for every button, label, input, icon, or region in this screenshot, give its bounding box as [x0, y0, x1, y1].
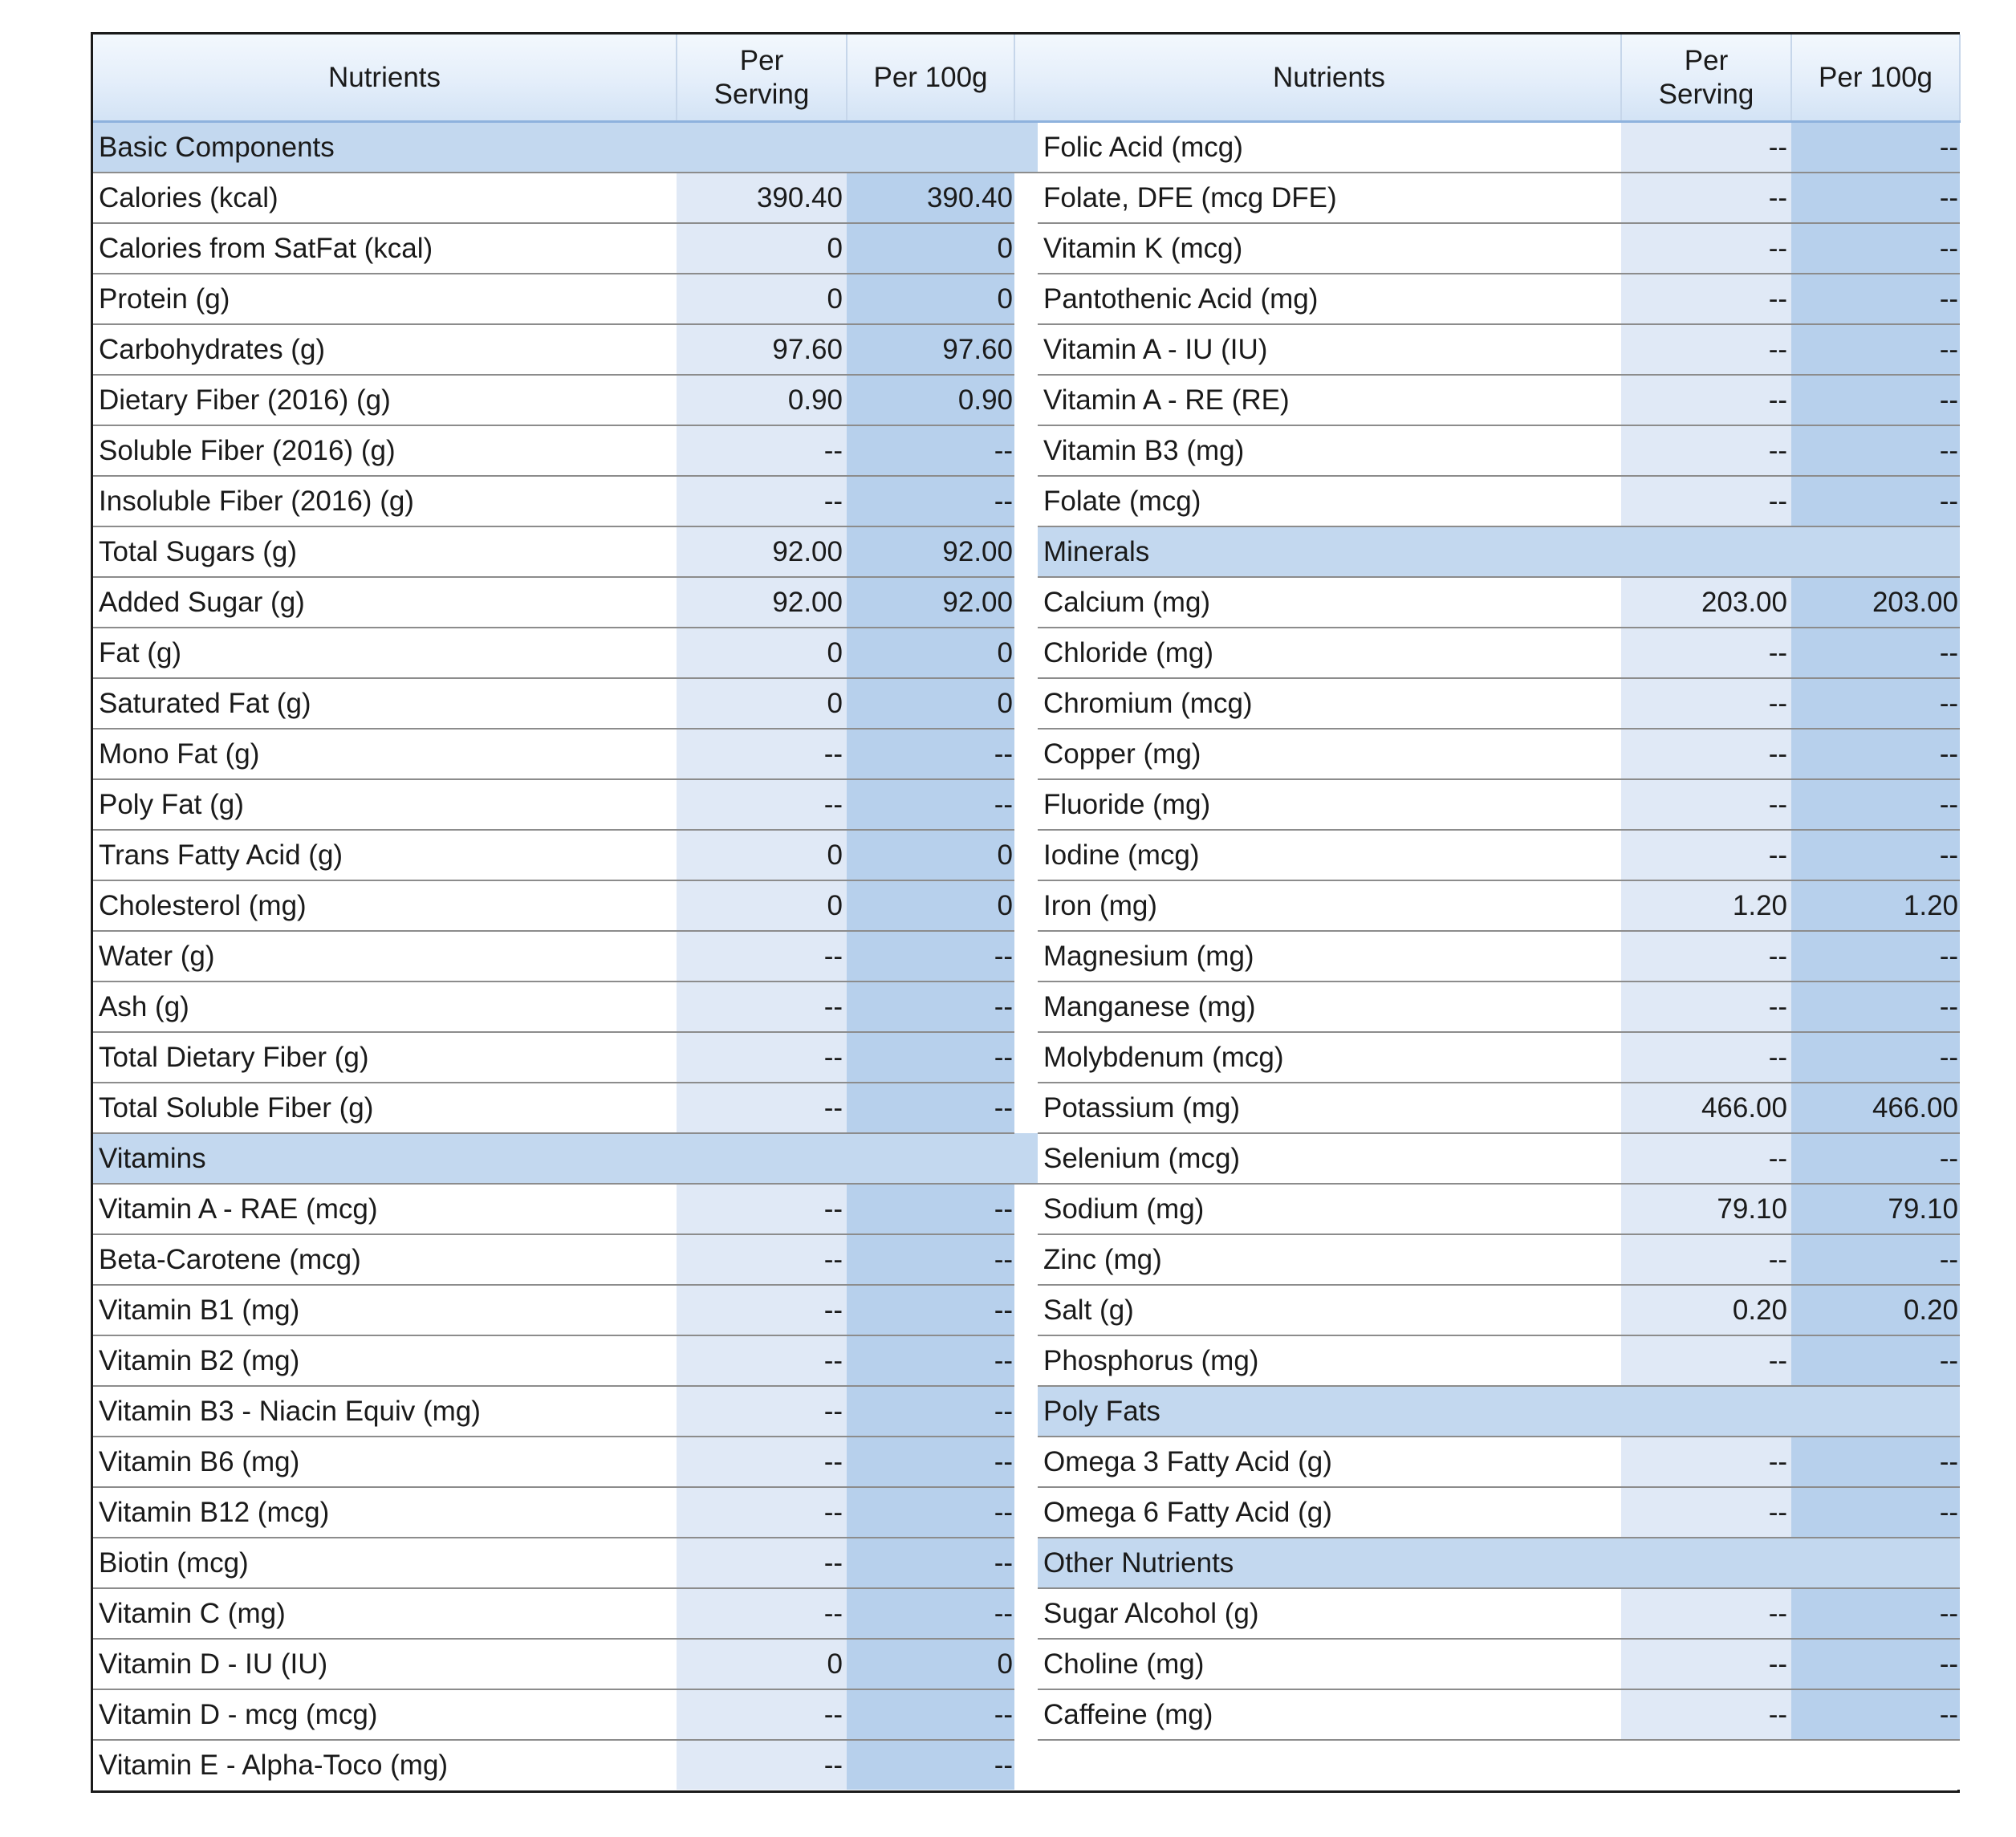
per-serving-value: --	[677, 931, 847, 981]
per-100g-value: --	[1791, 1588, 1960, 1639]
per-100g-value: --	[847, 1285, 1014, 1335]
nutrient-name: Caffeine (mg)	[1038, 1689, 1621, 1740]
nutrient-row	[93, 1740, 1050, 1790]
per-serving-value: 92.00	[677, 577, 847, 628]
per-100g-value: 92.00	[847, 526, 1014, 577]
per-serving-value: --	[1621, 122, 1791, 173]
nutrient-row	[93, 577, 1050, 628]
per-100g-value: --	[847, 1032, 1014, 1083]
nutrient-row	[1038, 1335, 1960, 1386]
nutrient-row	[93, 779, 1050, 830]
section-title: Basic Components	[93, 122, 1014, 173]
nutrient-row	[93, 375, 1050, 425]
nutrient-row	[1038, 779, 1960, 830]
nutrient-name: Biotin (mcg)	[93, 1538, 677, 1588]
nutrient-name: Molybdenum (mcg)	[1038, 1032, 1621, 1083]
per-serving-value: --	[1621, 628, 1791, 678]
nutrient-name: Omega 6 Fatty Acid (g)	[1038, 1487, 1621, 1538]
per-serving-value: --	[677, 779, 847, 830]
nutrient-row	[1038, 729, 1960, 779]
per-serving-value: --	[1621, 678, 1791, 729]
nutrient-row	[1038, 1285, 1960, 1335]
nutrient-row	[1038, 425, 1960, 476]
per-serving-value: --	[1621, 375, 1791, 425]
nutrient-row	[1038, 1184, 1960, 1234]
nutrient-row	[1038, 678, 1960, 729]
per-serving-value: 0	[677, 274, 847, 324]
nutrient-name: Vitamin B2 (mg)	[93, 1335, 677, 1386]
nutrient-row	[1038, 577, 1960, 628]
per-100g-value: --	[847, 931, 1014, 981]
per-100g-value: 79.10	[1791, 1184, 1960, 1234]
per-100g-value: --	[1791, 1689, 1960, 1740]
per-serving-value: 92.00	[677, 526, 847, 577]
nutrient-name: Ash (g)	[93, 981, 677, 1032]
empty-row	[1038, 1740, 1960, 1790]
nutrient-table-frame	[91, 32, 1960, 1793]
per-serving-value: 1.20	[1621, 880, 1791, 931]
per-100g-value: 0.20	[1791, 1285, 1960, 1335]
nutrient-name: Vitamin A - RAE (mcg)	[93, 1184, 677, 1234]
nutrient-row	[1038, 1032, 1960, 1083]
per-serving-value: --	[1621, 1487, 1791, 1538]
nutrient-row	[1038, 1588, 1960, 1639]
per-100g-value: 0	[847, 678, 1014, 729]
nutrient-row	[93, 1386, 1050, 1437]
per-serving-value: --	[677, 981, 847, 1032]
per-serving-value: --	[677, 729, 847, 779]
per-serving-value: 0	[677, 1639, 847, 1689]
nutrient-row	[1038, 122, 1960, 173]
per-serving-value: 0	[677, 830, 847, 880]
nutrient-row	[1038, 1639, 1960, 1689]
per-100g-value: --	[847, 476, 1014, 526]
per-100g-value: --	[1791, 476, 1960, 526]
nutrient-row	[1038, 830, 1960, 880]
per-100g-value: --	[1791, 1639, 1960, 1689]
per-serving-value: --	[1621, 931, 1791, 981]
header-per-serving-label: Per Serving	[713, 44, 810, 110]
nutrient-row	[93, 1335, 1050, 1386]
right-header-row	[1038, 35, 1960, 122]
per-serving-value: 0.90	[677, 375, 847, 425]
per-100g-value: --	[847, 1487, 1014, 1538]
per-serving-value: --	[1621, 1588, 1791, 1639]
per-serving-value: 79.10	[1621, 1184, 1791, 1234]
per-100g-value: 0	[847, 274, 1014, 324]
per-serving-value: --	[677, 1335, 847, 1386]
per-serving-value: 0	[677, 223, 847, 274]
nutrient-name: Total Soluble Fiber (g)	[93, 1083, 677, 1133]
per-100g-value: 390.40	[847, 173, 1014, 223]
per-serving-value: --	[677, 1234, 847, 1285]
per-serving-value: --	[1621, 729, 1791, 779]
nutrient-row	[1038, 1487, 1960, 1538]
nutrient-row	[1038, 880, 1960, 931]
header-per-serving[interactable]	[1621, 35, 1791, 122]
per-serving-value: --	[1621, 1234, 1791, 1285]
section-title: Vitamins	[93, 1133, 1014, 1184]
nutrient-row	[1038, 1689, 1960, 1740]
per-100g-value: --	[847, 1386, 1014, 1437]
nutrient-row	[93, 981, 1050, 1032]
nutrient-row	[93, 1538, 1050, 1588]
nutrient-name: Manganese (mg)	[1038, 981, 1621, 1032]
per-serving-value: --	[677, 1184, 847, 1234]
per-100g-value: 0	[847, 223, 1014, 274]
nutrient-row	[93, 1689, 1050, 1740]
header-per-serving-label: Per Serving	[1658, 44, 1754, 110]
nutrient-row	[93, 1437, 1050, 1487]
per-serving-value: --	[677, 1538, 847, 1588]
nutrient-name: Poly Fat (g)	[93, 779, 677, 830]
nutrient-row	[93, 1285, 1050, 1335]
per-100g-value: --	[1791, 1234, 1960, 1285]
per-100g-value: 0	[847, 1639, 1014, 1689]
nutrient-name: Protein (g)	[93, 274, 677, 324]
nutrient-name: Carbohydrates (g)	[93, 324, 677, 375]
per-100g-value: --	[1791, 1133, 1960, 1184]
nutrient-name: Chromium (mcg)	[1038, 678, 1621, 729]
nutrient-row	[1038, 274, 1960, 324]
nutrient-row	[93, 476, 1050, 526]
nutrient-name: Vitamin K (mcg)	[1038, 223, 1621, 274]
per-serving-value: --	[677, 1740, 847, 1790]
nutrient-name: Vitamin B3 - Niacin Equiv (mg)	[93, 1386, 677, 1437]
nutrient-name: Folate (mcg)	[1038, 476, 1621, 526]
per-serving-value: --	[1621, 1639, 1791, 1689]
nutrient-name: Trans Fatty Acid (g)	[93, 830, 677, 880]
per-100g-value: --	[1791, 678, 1960, 729]
nutrient-name: Vitamin B3 (mg)	[1038, 425, 1621, 476]
nutrient-name: Calories from SatFat (kcal)	[93, 223, 677, 274]
nutrient-name: Mono Fat (g)	[93, 729, 677, 779]
nutrient-row	[1038, 476, 1960, 526]
nutrient-name: Magnesium (mg)	[1038, 931, 1621, 981]
nutrient-name: Fat (g)	[93, 628, 677, 678]
per-100g-value: 466.00	[1791, 1083, 1960, 1133]
per-100g-value: --	[847, 1234, 1014, 1285]
per-100g-value: 0	[847, 880, 1014, 931]
per-100g-value: --	[1791, 729, 1960, 779]
nutrient-row	[93, 628, 1050, 678]
header-nutrients[interactable]: Nutrients	[1038, 35, 1621, 122]
per-serving-value: --	[1621, 1689, 1791, 1740]
per-100g-value: 203.00	[1791, 577, 1960, 628]
nutrient-name: Choline (mg)	[1038, 1639, 1621, 1689]
per-100g-value: --	[847, 1538, 1014, 1588]
nutrient-row	[1038, 1437, 1960, 1487]
per-100g-value: --	[1791, 931, 1960, 981]
nutrient-name: Vitamin B12 (mcg)	[93, 1487, 677, 1538]
per-serving-value: --	[677, 1437, 847, 1487]
per-100g-value: --	[847, 981, 1014, 1032]
nutrient-name: Calcium (mg)	[1038, 577, 1621, 628]
per-100g-value: --	[1791, 1487, 1960, 1538]
nutrient-name: Saturated Fat (g)	[93, 678, 677, 729]
nutrient-row	[93, 173, 1050, 223]
nutrient-row	[93, 830, 1050, 880]
nutrient-name: Sodium (mg)	[1038, 1184, 1621, 1234]
per-100g-value: --	[1791, 1335, 1960, 1386]
per-100g-value: --	[1791, 981, 1960, 1032]
per-100g-value: 92.00	[847, 577, 1014, 628]
per-serving-value: 0	[677, 880, 847, 931]
per-100g-value: --	[847, 1740, 1014, 1790]
per-100g-value: --	[847, 1588, 1014, 1639]
nutrient-row	[93, 880, 1050, 931]
per-serving-value: --	[677, 1285, 847, 1335]
nutrient-name: Pantothenic Acid (mg)	[1038, 274, 1621, 324]
nutrient-name: Vitamin B1 (mg)	[93, 1285, 677, 1335]
nutrient-row	[1038, 375, 1960, 425]
nutrient-name: Zinc (mg)	[1038, 1234, 1621, 1285]
per-serving-value: --	[677, 1588, 847, 1639]
per-100g-value: --	[847, 1184, 1014, 1234]
nutrient-row	[1038, 1083, 1960, 1133]
nutrient-name: Copper (mg)	[1038, 729, 1621, 779]
nutrient-name: Fluoride (mg)	[1038, 779, 1621, 830]
per-100g-value: --	[1791, 628, 1960, 678]
per-serving-value: --	[677, 1386, 847, 1437]
nutrient-name: Vitamin C (mg)	[93, 1588, 677, 1639]
per-serving-value: --	[1621, 981, 1791, 1032]
nutrient-row	[93, 1588, 1050, 1639]
per-serving-value: --	[1621, 1335, 1791, 1386]
per-serving-value: --	[677, 476, 847, 526]
nutrient-row	[1038, 1133, 1960, 1184]
left-header-row	[93, 35, 1050, 122]
per-serving-value: --	[1621, 274, 1791, 324]
per-100g-value: --	[1791, 779, 1960, 830]
per-100g-value: 0	[847, 628, 1014, 678]
right-nutrient-table	[1038, 35, 1960, 1790]
nutrient-row	[93, 425, 1050, 476]
nutrient-name: Folate, DFE (mcg DFE)	[1038, 173, 1621, 223]
per-100g-value: --	[1791, 425, 1960, 476]
per-serving-value: --	[1621, 830, 1791, 880]
per-serving-value: 0.20	[1621, 1285, 1791, 1335]
nutrient-name: Cholesterol (mg)	[93, 880, 677, 931]
per-100g-value: --	[847, 425, 1014, 476]
nutrient-row	[93, 729, 1050, 779]
nutrient-name: Folic Acid (mcg)	[1038, 122, 1621, 173]
per-100g-value: --	[1791, 324, 1960, 375]
section-header-row	[1038, 1538, 1960, 1588]
per-serving-value: --	[677, 425, 847, 476]
per-serving-value: 0	[677, 678, 847, 729]
nutrient-row	[1038, 223, 1960, 274]
nutrient-row	[93, 274, 1050, 324]
per-100g-value: 0.90	[847, 375, 1014, 425]
per-serving-value: --	[1621, 425, 1791, 476]
nutrient-name: Vitamin E - Alpha-Toco (mg)	[93, 1740, 677, 1790]
per-serving-value: --	[1621, 173, 1791, 223]
per-serving-value: 97.60	[677, 324, 847, 375]
nutrient-name: Potassium (mg)	[1038, 1083, 1621, 1133]
section-title: Minerals	[1038, 526, 1960, 577]
per-serving-value: --	[1621, 1437, 1791, 1487]
per-serving-value: --	[677, 1487, 847, 1538]
empty-cell	[1038, 1740, 1960, 1790]
nutrient-name: Phosphorus (mg)	[1038, 1335, 1621, 1386]
per-100g-value: --	[1791, 375, 1960, 425]
nutrient-row	[93, 1234, 1050, 1285]
nutrient-row	[1038, 981, 1960, 1032]
nutrient-name: Iodine (mcg)	[1038, 830, 1621, 880]
per-serving-value: --	[677, 1083, 847, 1133]
left-nutrient-table	[93, 35, 1050, 1790]
nutrient-row	[93, 678, 1050, 729]
per-serving-value: 203.00	[1621, 577, 1791, 628]
per-serving-value: --	[677, 1032, 847, 1083]
per-serving-value: --	[1621, 1032, 1791, 1083]
nutrient-row	[1038, 1234, 1960, 1285]
per-serving-value: --	[1621, 324, 1791, 375]
nutrient-name: Added Sugar (g)	[93, 577, 677, 628]
per-serving-value: --	[677, 1689, 847, 1740]
nutrient-row	[93, 1639, 1050, 1689]
per-serving-value: --	[1621, 779, 1791, 830]
per-100g-value: 0	[847, 830, 1014, 880]
per-100g-value: --	[847, 729, 1014, 779]
nutrient-name: Selenium (mcg)	[1038, 1133, 1621, 1184]
header-per-100g[interactable]: Per 100g	[1791, 35, 1960, 122]
nutrient-name: Total Dietary Fiber (g)	[93, 1032, 677, 1083]
per-serving-value: 390.40	[677, 173, 847, 223]
nutrient-name: Total Sugars (g)	[93, 526, 677, 577]
per-100g-value: --	[1791, 122, 1960, 173]
per-serving-value: --	[1621, 1133, 1791, 1184]
left-table	[93, 35, 1051, 1790]
section-header-row	[93, 122, 1050, 173]
per-100g-value: --	[1791, 274, 1960, 324]
section-title: Poly Fats	[1038, 1386, 1960, 1437]
per-100g-value: 97.60	[847, 324, 1014, 375]
nutrient-row	[1038, 931, 1960, 981]
nutrient-name: Vitamin A - RE (RE)	[1038, 375, 1621, 425]
per-100g-value: --	[847, 1335, 1014, 1386]
per-100g-value: --	[1791, 223, 1960, 274]
nutrient-name: Vitamin A - IU (IU)	[1038, 324, 1621, 375]
nutrient-name: Vitamin D - mcg (mcg)	[93, 1689, 677, 1740]
per-100g-value: --	[847, 779, 1014, 830]
nutrient-row	[93, 1083, 1050, 1133]
per-100g-value: --	[1791, 173, 1960, 223]
section-header-row	[93, 1133, 1050, 1184]
nutrient-name: Chloride (mg)	[1038, 628, 1621, 678]
header-per-serving[interactable]	[677, 35, 847, 122]
nutrient-name: Insoluble Fiber (2016) (g)	[93, 476, 677, 526]
nutrient-row	[1038, 324, 1960, 375]
nutrient-row	[93, 1184, 1050, 1234]
per-100g-value: --	[1791, 1032, 1960, 1083]
nutrient-row	[93, 931, 1050, 981]
per-100g-value: --	[1791, 1437, 1960, 1487]
per-serving-value: --	[1621, 223, 1791, 274]
per-serving-value: --	[1621, 476, 1791, 526]
nutrient-name: Vitamin D - IU (IU)	[93, 1639, 677, 1689]
per-100g-value: --	[1791, 830, 1960, 880]
section-title: Other Nutrients	[1038, 1538, 1960, 1588]
per-100g-value: --	[847, 1689, 1014, 1740]
per-100g-value: 1.20	[1791, 880, 1960, 931]
per-100g-value: --	[847, 1437, 1014, 1487]
nutrient-name: Water (g)	[93, 931, 677, 981]
section-header-row	[1038, 526, 1960, 577]
nutrient-row	[1038, 628, 1960, 678]
nutrient-name: Calories (kcal)	[93, 173, 677, 223]
per-serving-value: 0	[677, 628, 847, 678]
nutrient-row	[93, 1032, 1050, 1083]
nutrient-row	[1038, 173, 1960, 223]
nutrient-row	[93, 324, 1050, 375]
nutrient-row	[93, 1487, 1050, 1538]
per-serving-value: 466.00	[1621, 1083, 1791, 1133]
header-nutrients[interactable]: Nutrients	[93, 35, 677, 122]
nutrient-name: Beta-Carotene (mcg)	[93, 1234, 677, 1285]
nutrient-name: Soluble Fiber (2016) (g)	[93, 425, 677, 476]
per-100g-value: --	[847, 1083, 1014, 1133]
nutrient-name: Salt (g)	[1038, 1285, 1621, 1335]
nutrient-name: Dietary Fiber (2016) (g)	[93, 375, 677, 425]
nutrient-row	[93, 223, 1050, 274]
nutrient-name: Iron (mg)	[1038, 880, 1621, 931]
header-per-100g[interactable]: Per 100g	[847, 35, 1014, 122]
nutrient-row	[93, 526, 1050, 577]
nutrient-name: Omega 3 Fatty Acid (g)	[1038, 1437, 1621, 1487]
section-header-row	[1038, 1386, 1960, 1437]
right-table	[1038, 35, 1961, 1790]
nutrient-name: Vitamin B6 (mg)	[93, 1437, 677, 1487]
nutrient-name: Sugar Alcohol (g)	[1038, 1588, 1621, 1639]
